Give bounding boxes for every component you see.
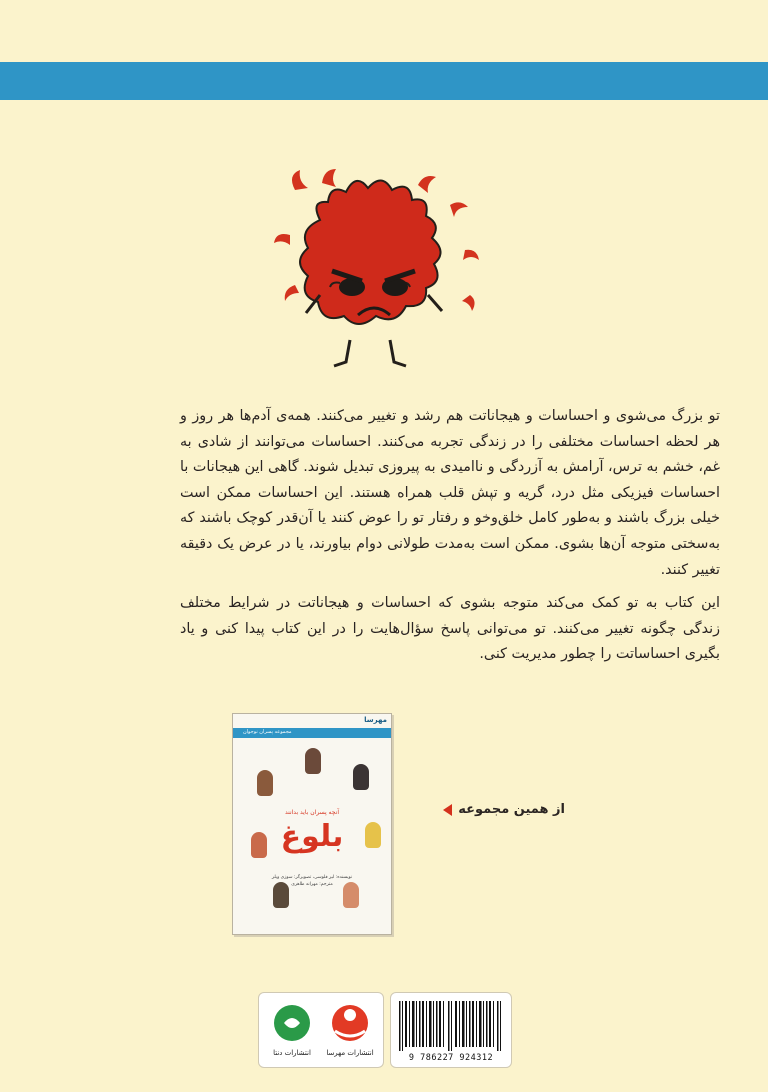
- back-cover-description: [180, 404, 720, 676]
- dena-logo: [265, 1001, 319, 1059]
- cover-credits: [233, 874, 391, 888]
- boy-figure-icon: [353, 764, 369, 790]
- mehrsa-logo: [325, 1001, 375, 1059]
- dena-logo-text: انتشارات دنتا: [273, 1049, 311, 1057]
- angry-fire-monster-illustration: [250, 165, 500, 375]
- arrow-left-icon: [443, 804, 452, 816]
- mehrsa-logo-text: انتشارات مهرسا: [326, 1049, 374, 1057]
- monster-body: [300, 180, 441, 324]
- boy-figure-icon: [305, 748, 321, 774]
- description-paragraph-1: تو بزرگ می‌شوی و احساسات و هیجاناتت هم رشد و تغییر می‌کنند. همه‌ی آدم‌ها هر روز و هر لحظه احساسات مختلفی را در زندگی تجربه می‌کنند. احساسات می‌توانند از شادی به غم، خشم به ترس، آرامش به آزردگی و ناامیدی به پیروزی تبدیل شوند. گاهی این هیجانات با احساسات فیزیکی مثل درد، گریه و تپش قلب همراه هستند. این احساسات ممکن است خیلی بزرگ باشند و به‌طور کامل خلق‌وخو و رفتار تو را عوض کنند یا آن‌قدر کوچک باشند که به‌سختی متوجه آن‌ها بشوی. ممکن است به‌مدت طولانی دوام بیاورند، یا در عرض یک دقیقه تغییر کنند.: [180, 408, 720, 578]
- cover-title: بلوغ: [280, 819, 344, 854]
- isbn-number: 9 786227 924312: [408, 1053, 494, 1063]
- isbn-barcode: [390, 992, 512, 1068]
- boy-figure-icon: [273, 882, 289, 908]
- boy-figure-icon: [251, 832, 267, 858]
- series-label: [405, 802, 565, 817]
- related-book-cover: [232, 713, 392, 935]
- boy-figure-icon: [257, 770, 273, 796]
- boy-figure-icon: [365, 822, 381, 848]
- cover-credit-line: نویسنده: لیز فلوسی، تصویرگر: سوزی ویلز: [271, 875, 353, 880]
- cover-credit-line: مترجم: مهرانه طاهری: [291, 882, 333, 887]
- description-paragraph-2: این کتاب به تو کمک می‌کند متوجه بشوی که احساسات و هیجاناتت در شرایط مختلف زندگی چگونه تغییر می‌کنند. تو می‌توانی پاسخ سؤال‌هایت را در این کتاب پیدا کنی و یاد بگیری احساساتت را چطور مدیریت کنی.: [180, 595, 720, 663]
- series-label-text: از همین مجموعه: [458, 802, 565, 817]
- barcode-icon: [391, 999, 511, 1057]
- boy-figure-icon: [343, 882, 359, 908]
- cover-publisher-tag: مهرسا: [364, 716, 387, 724]
- cover-series-tag: مجموعه پسران نوجوان: [243, 729, 292, 735]
- publisher-logos-box: [258, 992, 384, 1068]
- cover-subtitle: آنچه پسران باید بدانند: [285, 809, 339, 816]
- top-blue-band: [0, 62, 768, 100]
